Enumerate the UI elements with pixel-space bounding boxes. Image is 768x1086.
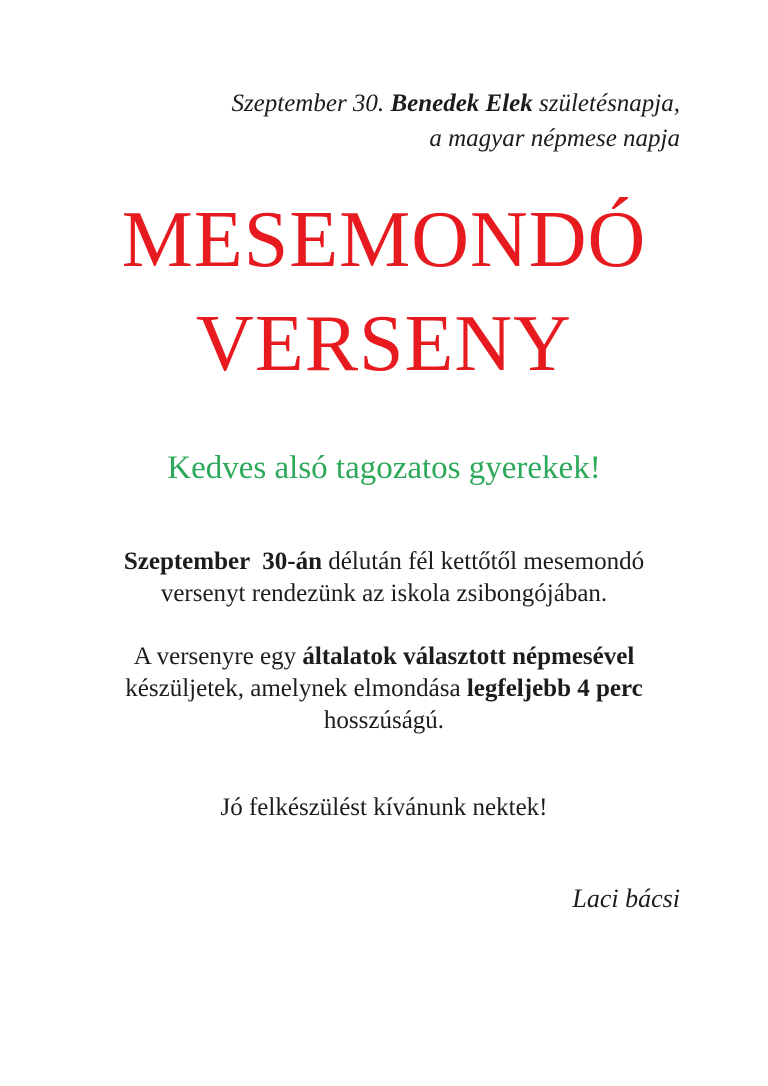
header-line1 [231, 90, 680, 117]
paragraph2-middle: készüljetek, amelynek elmondása [125, 643, 641, 702]
closing-wish: Jó felkészülést kívánunk nektek! [220, 794, 548, 821]
event-date-header [88, 86, 680, 156]
poster-title [88, 188, 680, 396]
poster-title-line1: MESEMONDÓ [121, 196, 647, 284]
header-person-name: Benedek Elek [390, 90, 533, 117]
paragraph2-end: hosszúságú. [323, 675, 649, 734]
greeting-line: Kedves alsó tagozatos gyerekek! [167, 450, 601, 486]
paragraph2-start: A versenyre egy [133, 643, 303, 670]
header-line1-suffix: születésnapja, [532, 90, 680, 117]
paragraph2-bold-tale: általatok választott népmesével [302, 643, 635, 670]
paragraph1-rest: délután fél kettőtől mesemondó versenyt rendezünk az iskola zsibongójában. [160, 548, 651, 607]
paragraph-rules [88, 641, 680, 737]
signature: Laci bácsi [572, 884, 680, 913]
header-line2: a magyar népmese napja [429, 125, 680, 152]
paragraph2-bold-duration: legfeljebb 4 perc [466, 675, 643, 702]
poster-title-line2: VERSENY [196, 300, 572, 388]
header-line1-prefix: Szeptember 30. [231, 90, 391, 117]
paragraph-event-details [88, 546, 680, 610]
paragraph1-date-bold: Szeptember 30-án [123, 548, 322, 575]
